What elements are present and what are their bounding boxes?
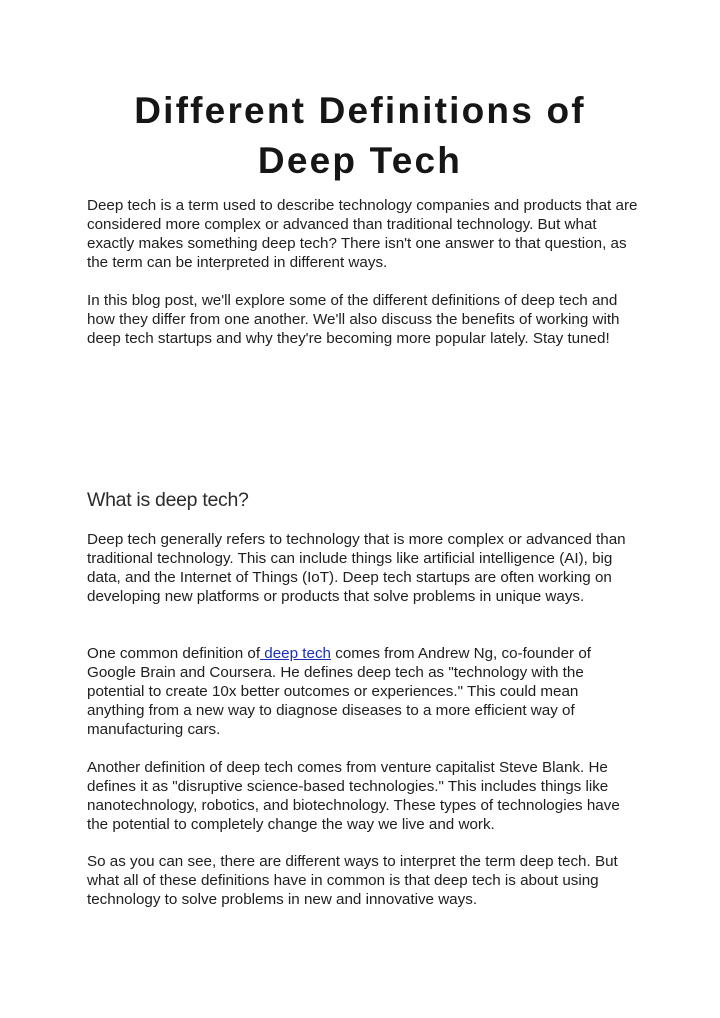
section-paragraph-2 bbox=[87, 644, 639, 739]
intro-paragraph-1: Deep tech is a term used to describe technology companies and products that are considered more complex or advanced than traditional technology. But what exactly makes something deep tech? There isn't one answer to that question, as the term can be interpreted in different ways. bbox=[87, 197, 638, 271]
paragraph-text-after-link: comes from Andrew Ng, co-founder of Google Brain and Coursera. He defines deep tech as "technology with the potential to create 10x better outcomes or experiences." This could mean anything from a new way to diagnose diseases to a more efficient way of manufacturing cars. bbox=[87, 645, 591, 738]
deep-tech-link[interactable]: deep tech bbox=[260, 645, 331, 662]
section-paragraph-4: So as you can see, there are different ways to interpret the term deep tech. But what all of these definitions have in common is that deep tech is about using technology to solve problems in new and innovative ways. bbox=[87, 853, 618, 908]
paragraph-text-before-link: One common definition of bbox=[87, 645, 261, 662]
section-paragraph-3: Another definition of deep tech comes from venture capitalist Steve Blank. He defines it as "disruptive science-based technologies." This includes things like nanotechnology, robotics, and biotechnology. These types of technologies have the potential to completely change the way we live and work. bbox=[87, 759, 620, 833]
page-title: Different Definitions of Deep Tech bbox=[134, 90, 586, 181]
intro-paragraph-2: In this blog post, we'll explore some of the different definitions of deep tech and how they differ from one another. We'll also discuss the benefits of working with deep tech startups and why they're becoming more popular lately. Stay tuned! bbox=[87, 292, 620, 347]
section-heading: What is deep tech? bbox=[87, 489, 249, 511]
section-paragraph-1: Deep tech generally refers to technology that is more complex or advanced than traditional technology. This can include things like artificial intelligence (AI), big data, and the Internet of Things (IoT). Deep tech startups are often working on developing new platforms or products that solve problems in unique ways. bbox=[87, 531, 626, 605]
